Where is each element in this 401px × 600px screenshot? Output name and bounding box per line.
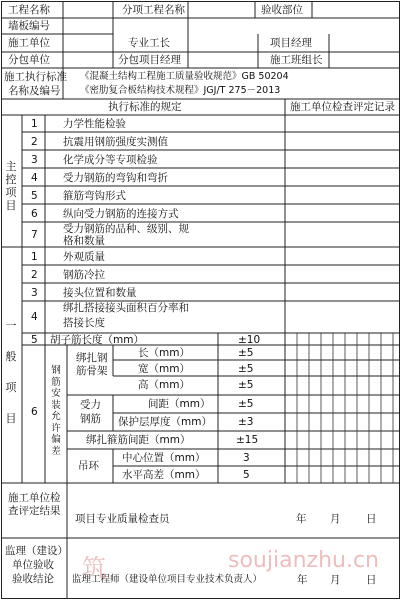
date-month: 月 [330, 574, 341, 586]
standard-gb50204: 《混凝土结构工程施工质量验收规范》GB 50204 [80, 71, 289, 82]
deviation-item: 保护层厚度（mm） [118, 416, 212, 428]
supervisor-engineer-label: 监理工程师（建设单位项目专业技术负责人） [72, 574, 263, 585]
tolerance-value: ±3 [238, 416, 254, 428]
item-number: 4 [31, 311, 38, 323]
item-text: 抗震用钢筋强度实测值 [63, 136, 168, 148]
subcontractor-label: 分包单位 [8, 54, 50, 66]
tolerance-value: ±10 [238, 334, 261, 346]
item-text: 外观质量 [63, 251, 105, 263]
construction-check-label: 查评定结果 [8, 505, 61, 517]
acceptance-part-label: 验收部位 [261, 4, 303, 16]
item-number: 1 [31, 251, 38, 263]
item-text: 钢筋冷拉 [63, 269, 105, 281]
item-text: 格和数量 [63, 235, 105, 247]
tolerance-value: ±5 [238, 379, 254, 391]
team-leader-label: 施工班组长 [270, 54, 323, 66]
item-text: 纵向受力钢筋的连接方式 [63, 208, 179, 220]
project-manager-label: 项目经理 [270, 37, 312, 49]
watermark-logo: 筑 [82, 554, 106, 582]
item-text: 受力钢筋的弯钩和弯折 [63, 172, 168, 184]
skeleton-label: 绑扎钢 [76, 352, 108, 364]
supervision-label: 验收结论 [12, 573, 54, 585]
item-number: 5 [31, 334, 38, 346]
lifting-ring-label: 吊环 [78, 460, 99, 472]
tolerance-value: ±5 [238, 398, 254, 410]
foreman-label: 专业工长 [128, 37, 170, 49]
item-text: 受力钢筋的品种、级别、规 [63, 223, 189, 235]
supervision-label: 单位验收 [12, 559, 54, 571]
spec-column-header: 执行标准的规定 [108, 101, 182, 113]
construction-unit-label: 施工单位 [8, 37, 50, 49]
item-number: 3 [31, 154, 38, 166]
construction-check-label: 施工单位检 [8, 492, 61, 504]
item-text: 绑扎搭接接头面积百分率和 [63, 302, 189, 314]
tolerance-value: 3 [243, 452, 250, 464]
item-text: 化学成分等专项检验 [63, 154, 158, 166]
stressed-rebar-label: 钢筋 [80, 413, 101, 425]
quality-inspector-label: 项目专业质量检查员 [75, 513, 170, 525]
deviation-item: 绑扎箍筋间距（mm） [86, 434, 191, 446]
record-column-header: 施工单位检查评定记录 [290, 101, 395, 113]
date-year: 年 [297, 574, 308, 586]
item-text: 搭接长度 [63, 317, 105, 329]
deviation-item: 间距（mm） [148, 398, 211, 410]
date-year: 年 [296, 513, 307, 525]
deviation-item: 高（mm） [138, 379, 190, 391]
item-text: 胡子筋长度（mm） [50, 334, 144, 346]
general-category: 一般项目 [5, 319, 17, 425]
standard-jgj275: 《密肋复合板结构技术规程》JGJ/T 275－2013 [80, 85, 281, 96]
item-number: 5 [31, 190, 38, 202]
deviation-item: 长（mm） [138, 347, 190, 359]
item-number: 1 [31, 118, 38, 130]
deviation-item: 中心位置（mm） [122, 452, 206, 464]
item-number: 2 [31, 136, 38, 148]
item-text: 接头位置和数量 [63, 287, 137, 299]
item-text: 力学性能检验 [63, 118, 126, 130]
date-month: 月 [330, 513, 341, 525]
date-day: 日 [366, 574, 377, 586]
item-number: 6 [31, 208, 38, 220]
sub-manager-label: 分包项目经理 [118, 54, 181, 66]
standard-label-2: 名称及编号 [8, 85, 61, 97]
form-number-label: 墙板编号 [8, 20, 50, 32]
item-number: 2 [31, 269, 38, 281]
subproject-name-label: 分项工程名称 [122, 4, 185, 16]
deviation-item: 宽（mm） [138, 363, 190, 375]
supervision-label: 监理（建设） [5, 545, 68, 557]
item-number: 7 [31, 229, 38, 241]
item-number: 6 [31, 406, 38, 418]
rebar-install-deviation-label: 钢筋安装允许偏差 [51, 365, 61, 457]
project-name-label: 工程名称 [8, 4, 50, 16]
skeleton-label: 筋骨架 [76, 365, 108, 377]
deviation-item: 水平高差（mm） [122, 469, 206, 481]
main-control-category: 主控项目 [5, 160, 17, 212]
watermark-url: soujianzhu.cn [228, 548, 379, 573]
item-number: 3 [31, 287, 38, 299]
tolerance-value: ±15 [236, 434, 259, 446]
stressed-rebar-label: 受力 [80, 399, 101, 411]
item-text: 箍筋弯钩形式 [63, 190, 126, 202]
tolerance-value: ±5 [238, 363, 254, 375]
tolerance-value: ±5 [238, 347, 254, 359]
date-day: 日 [366, 513, 377, 525]
tolerance-value: 5 [243, 469, 250, 481]
item-number: 4 [31, 172, 38, 184]
standard-label-1: 施工执行标准 [4, 71, 67, 83]
